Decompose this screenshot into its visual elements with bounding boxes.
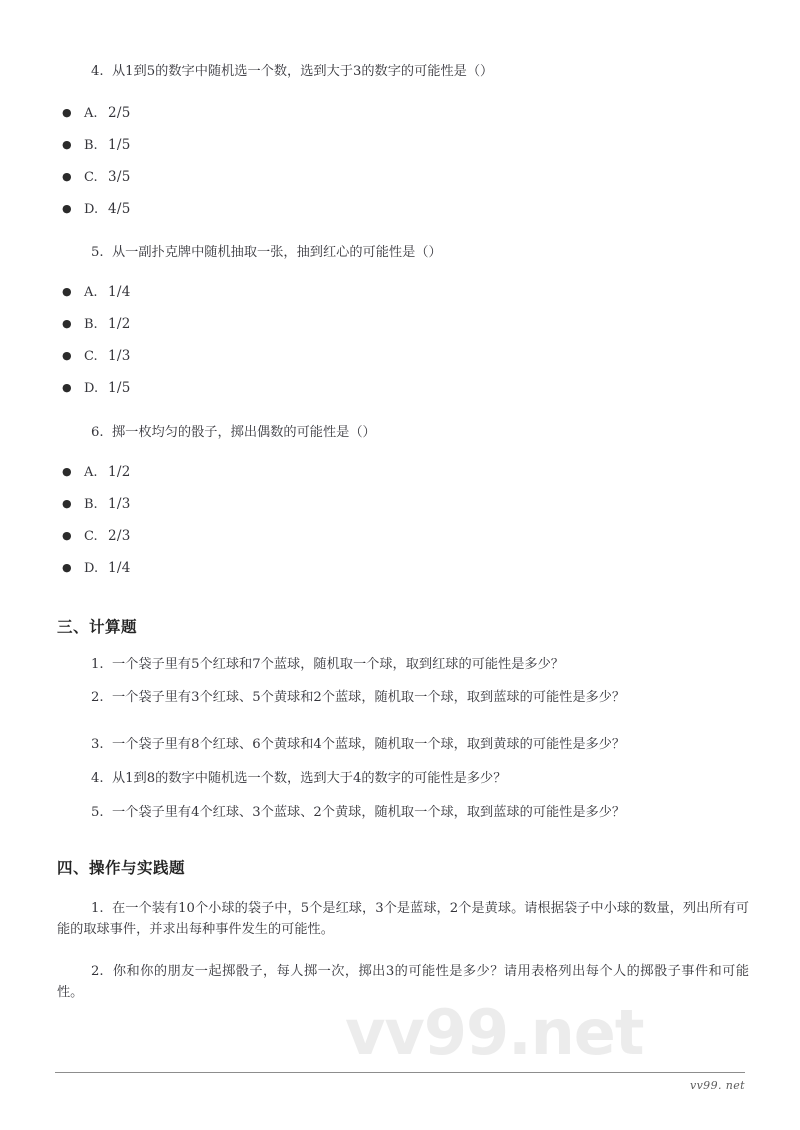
option-value: 1/5 [108, 380, 131, 396]
calc-item-3 [57, 734, 749, 755]
option-value: 2/5 [108, 105, 131, 121]
bullet-icon: ● [62, 202, 72, 215]
option-label: B. [84, 317, 98, 332]
question-number-6: 6. [91, 425, 104, 440]
option-label: C. [84, 349, 98, 364]
option-4-d[interactable] [62, 200, 462, 219]
item-text: 一个袋子里有5个红球和7个蓝球，随机取一个球，取到红球的可能性是多少？ [111, 657, 564, 672]
option-5-d[interactable] [62, 379, 462, 398]
question-number-5: 5. [91, 245, 104, 260]
item-number: 2. [91, 690, 104, 705]
option-label: A. [84, 465, 98, 480]
footer-divider [55, 1072, 745, 1073]
question-stem-6 [57, 423, 747, 443]
question-stem-4 [57, 62, 747, 82]
item-text: 从1到8的数字中随机选一个数，选到大于4的数字的可能性是多少？ [111, 771, 507, 786]
item-text: 一个袋子里有4个红球、3个蓝球、2个黄球，随机取一个球，取到蓝球的可能性是多少？ [111, 805, 626, 820]
bullet-icon: ● [62, 138, 72, 151]
bullet-icon: ● [62, 170, 72, 183]
option-value: 1/3 [108, 496, 131, 512]
option-value: 1/4 [108, 284, 131, 300]
option-label: D. [84, 202, 99, 217]
option-value: 1/4 [108, 560, 131, 576]
option-6-d[interactable] [62, 559, 462, 578]
option-value: 1/2 [108, 316, 131, 332]
bullet-icon: ● [62, 497, 72, 510]
item-number: 3. [91, 737, 104, 752]
option-4-b[interactable] [62, 136, 462, 155]
practice-item-1 [57, 898, 749, 940]
footer-site-label: vv99. net [689, 1079, 745, 1092]
option-label: C. [84, 170, 98, 185]
bullet-icon: ● [62, 106, 72, 119]
option-label: B. [84, 138, 98, 153]
option-5-a[interactable] [62, 283, 462, 302]
question-text-4: 从1到5的数字中随机选一个数，选到大于3的数字的可能性是（） [111, 64, 494, 79]
section-heading-four: 四、操作与实践题 [57, 859, 186, 877]
option-label: C. [84, 529, 98, 544]
option-value: 3/5 [108, 169, 131, 185]
bullet-icon: ● [62, 349, 72, 362]
option-value: 2/3 [108, 528, 131, 544]
calc-item-1 [57, 654, 749, 675]
option-5-b[interactable] [62, 315, 462, 334]
bullet-icon: ● [62, 285, 72, 298]
item-number: 1. [91, 657, 104, 672]
option-label: D. [84, 561, 99, 576]
bullet-icon: ● [62, 381, 72, 394]
question-stem-5 [57, 243, 747, 263]
option-4-a[interactable] [62, 104, 462, 123]
bullet-icon: ● [62, 529, 72, 542]
item-number: 4. [91, 771, 104, 786]
item-text: 一个袋子里有3个红球、5个黄球和2个蓝球，随机取一个球，取到蓝球的可能性是多少？ [111, 690, 626, 705]
option-5-c[interactable] [62, 347, 462, 366]
option-value: 1/3 [108, 348, 131, 364]
option-label: D. [84, 381, 99, 396]
bullet-icon: ● [62, 317, 72, 330]
item-number: 2. [91, 964, 104, 979]
practice-item-2 [57, 961, 749, 1003]
item-number: 1. [91, 901, 104, 916]
item-text: 在一个装有10个小球的袋子中，5个是红球，3个是蓝球，2个是黄球。请根据袋子中小球的数量，列出所有可能的取球事件，并求出每种事件发生的可能性。 [57, 901, 749, 937]
option-6-b[interactable] [62, 495, 462, 514]
bullet-icon: ● [62, 465, 72, 478]
item-number: 5. [91, 805, 104, 820]
bullet-icon: ● [62, 561, 72, 574]
question-text-5: 从一副扑克牌中随机抽取一张，抽到红心的可能性是（） [111, 245, 442, 260]
calc-item-5 [57, 802, 749, 823]
option-6-a[interactable] [62, 463, 462, 482]
item-text: 一个袋子里有8个红球、6个黄球和4个蓝球，随机取一个球，取到黄球的可能性是多少？ [111, 737, 626, 752]
calc-item-4 [57, 768, 749, 789]
question-number-4: 4. [91, 64, 104, 79]
option-label: A. [84, 285, 98, 300]
question-text-6: 掷一枚均匀的骰子，掷出偶数的可能性是（） [111, 425, 376, 440]
option-value: 1/5 [108, 137, 131, 153]
option-6-c[interactable] [62, 527, 462, 546]
option-label: A. [84, 106, 98, 121]
option-value: 1/2 [108, 464, 131, 480]
option-label: B. [84, 497, 98, 512]
option-4-c[interactable] [62, 168, 462, 187]
watermark: vv99.net [345, 996, 644, 1069]
item-text: 你和你的朋友一起掷骰子，每人掷一次，掷出3的可能性是多少？请用表格列出每个人的掷骰子事件和可能性。 [57, 964, 750, 1000]
option-value: 4/5 [108, 201, 131, 217]
calc-item-2 [57, 687, 749, 708]
section-heading-three: 三、计算题 [57, 618, 138, 636]
